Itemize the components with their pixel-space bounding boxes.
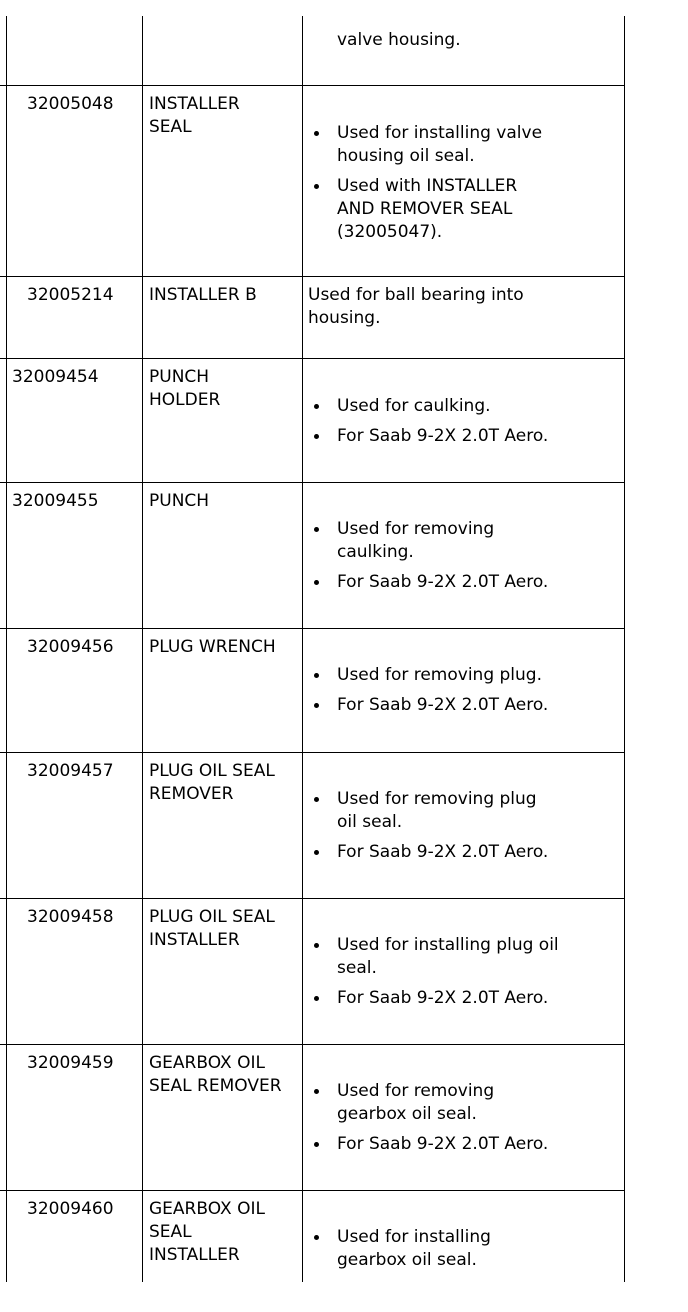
tool-number: 32009459	[27, 1053, 114, 1073]
row-border	[0, 628, 625, 629]
row-border	[0, 276, 625, 277]
tool-number: 32009455	[12, 491, 99, 511]
list-item: Used for installing valve housing oil seal.	[308, 122, 608, 168]
description-list	[308, 664, 608, 717]
tool-name: PUNCH HOLDER	[149, 367, 221, 410]
tool-number: 32009457	[27, 761, 114, 781]
description-list	[308, 122, 608, 244]
tool-number: 32009454	[12, 367, 99, 387]
tool-number: 32005214	[27, 285, 114, 305]
description-list	[308, 518, 608, 594]
column-border-name-description	[302, 16, 303, 1282]
column-border-number-name	[142, 16, 143, 1282]
row-border	[0, 1044, 625, 1045]
list-item: For Saab 9-2X 2.0T Aero.	[308, 571, 608, 594]
list-item: For Saab 9-2X 2.0T Aero.	[308, 694, 608, 717]
description-text: valve housing.	[337, 30, 461, 50]
row-border	[0, 752, 625, 753]
list-item: Used for removing plug oil seal.	[308, 788, 608, 834]
list-item: Used for caulking.	[308, 395, 608, 418]
tool-name: PUNCH	[149, 491, 210, 511]
tool-number: 32009456	[27, 637, 114, 657]
tool-name: INSTALLER B	[149, 285, 257, 305]
row-border	[0, 1190, 625, 1191]
list-item: Used for removing caulking.	[308, 518, 608, 564]
description-text: Used for ball bearing into housing.	[308, 285, 524, 328]
description-list	[308, 788, 608, 864]
list-item: Used with INSTALLER AND REMOVER SEAL (32005047).	[308, 175, 608, 244]
description-list	[308, 1226, 608, 1272]
row-border	[0, 358, 625, 359]
row-border	[0, 85, 625, 86]
tool-number: 32005048	[27, 94, 114, 114]
column-border-right	[624, 16, 625, 1282]
column-border-left	[6, 16, 7, 1282]
tool-name: INSTALLER SEAL	[149, 94, 240, 137]
list-item: Used for installing gearbox oil seal.	[308, 1226, 608, 1272]
list-item: For Saab 9-2X 2.0T Aero.	[308, 987, 608, 1010]
description-list	[308, 1080, 608, 1156]
tool-number: 32009460	[27, 1199, 114, 1219]
list-item: Used for installing plug oil seal.	[308, 934, 608, 980]
row-border	[0, 898, 625, 899]
tool-name: PLUG OIL SEAL REMOVER	[149, 761, 275, 804]
list-item: For Saab 9-2X 2.0T Aero.	[308, 841, 608, 864]
tool-name: GEARBOX OIL SEAL REMOVER	[149, 1053, 282, 1096]
tool-name: PLUG OIL SEAL INSTALLER	[149, 907, 275, 950]
list-item: For Saab 9-2X 2.0T Aero.	[308, 1133, 608, 1156]
list-item: Used for removing plug.	[308, 664, 608, 687]
list-item: Used for removing gearbox oil seal.	[308, 1080, 608, 1126]
list-item: For Saab 9-2X 2.0T Aero.	[308, 425, 608, 448]
tool-name: PLUG WRENCH	[149, 637, 276, 657]
tool-name: GEARBOX OIL SEAL INSTALLER	[149, 1199, 265, 1265]
description-list	[308, 934, 608, 1010]
tool-number: 32009458	[27, 907, 114, 927]
row-border	[0, 482, 625, 483]
description-list	[308, 395, 608, 448]
